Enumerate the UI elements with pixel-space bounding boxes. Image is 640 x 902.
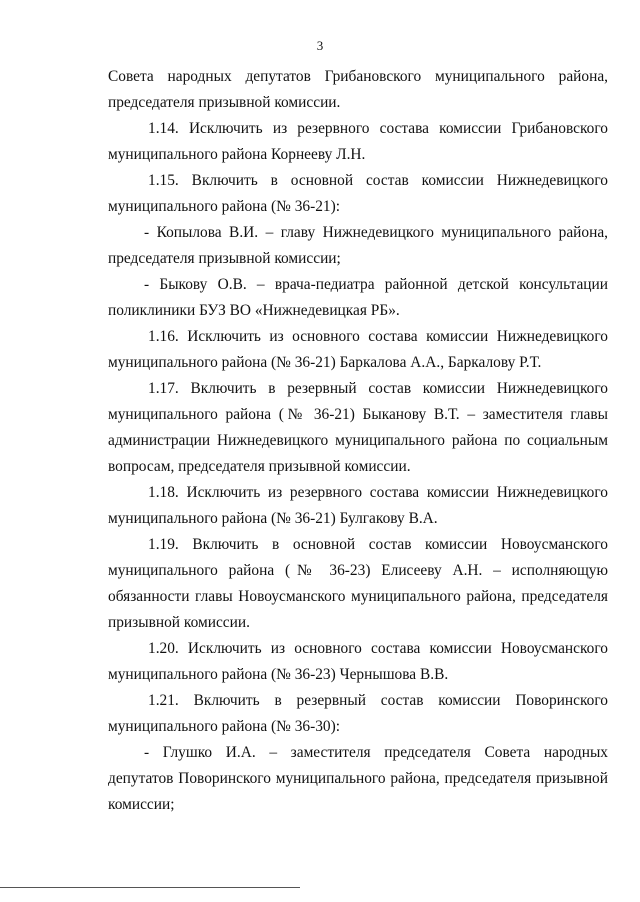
paragraph-1-19: 1.19. Включить в основной состав комиссии Новоусманского муниципального района (№ 36-23) Елисееву А.Н. – исполняющую обязанности главы Новоусманского муниципального района, председателя призывной комиссии. bbox=[108, 536, 608, 631]
paragraph-1-17: 1.17. Включить в резервный состав комиссии Нижнедевицкого муниципального района (№ 36-21) Быканову В.Т. – заместителя главы администрации Нижнедевицкого муниципального района по социальным вопросам, председателя призывной комиссии. bbox=[108, 380, 608, 475]
paragraph-1-14: 1.14. Исключить из резервного состава комиссии Грибановского муниципального района Корнееву Л.Н. bbox=[108, 120, 608, 163]
paragraph-1-15: 1.15. Включить в основной состав комиссии Нижнедевицкого муниципального района (№ 36-21): bbox=[108, 172, 608, 215]
document-body bbox=[108, 64, 608, 818]
paragraph-1-21: 1.21. Включить в резервный состав комиссии Поворинского муниципального района (№ 36-30): bbox=[108, 692, 608, 735]
list-item-kopylov: - Копылова В.И. – главу Нижнедевицкого муниципального района, председателя призывной комиссии; bbox=[108, 224, 608, 267]
page-number: 3 bbox=[316, 38, 324, 53]
paragraph-1-20: 1.20. Исключить из основного состава комиссии Новоусманского муниципального района (№ 36-23) Чернышова В.В. bbox=[108, 640, 608, 683]
paragraph-1-18: 1.18. Исключить из резервного состава комиссии Нижнедевицкого муниципального района (№ 36-21) Булгакову В.А. bbox=[108, 484, 608, 527]
paragraph-1-16: 1.16. Исключить из основного состава комиссии Нижнедевицкого муниципального района (№ 36-21) Баркалова А.А., Баркалову Р.Т. bbox=[108, 328, 608, 371]
list-item-bykova: - Быкову О.В. – врача-педиатра районной детской консультации поликлиники БУЗ ВО «Нижнедевицкая РБ». bbox=[108, 276, 608, 319]
page-bottom-divider bbox=[0, 887, 300, 888]
paragraph-continuation: Совета народных депутатов Грибановского муниципального района, председателя призывной комиссии. bbox=[108, 68, 608, 111]
list-item-glushko: - Глушко И.А. – заместителя председателя Совета народных депутатов Поворинского муниципального района, председателя призывной комиссии; bbox=[108, 744, 608, 813]
